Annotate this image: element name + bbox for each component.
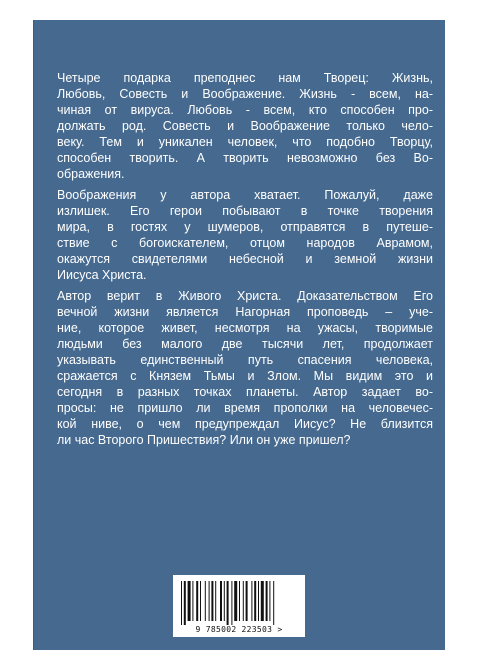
text-line: сражается с Князем Тьмы и Злом. Мы видим это и (57, 369, 433, 383)
text-line: Любовь, Совесть и Воображение. Жизнь - всем, на- (57, 87, 433, 101)
text-line: окажутся свидетелями небесной и земной жизни (57, 252, 433, 266)
text-line: Четыре подарка преподнес нам Творец: Жизнь, (57, 71, 433, 85)
isbn-barcode (173, 575, 305, 637)
text-line: веку. Тем и уникален человек, что подобно Творцу, (57, 135, 433, 149)
text-line: мира, в гостях у шумеров, отправятся в путеше- (57, 220, 433, 234)
text-line: ли час Второго Пришествия? Или он уже пришел? (57, 433, 351, 447)
barcode-digits: 9 785002 223503 > (195, 625, 283, 634)
text-line: Воображения у автора хватает. Пожалуй, даже (57, 188, 433, 202)
blurb-paragraph-2 (57, 187, 433, 283)
text-line: указывать единственный путь спасения человека, (57, 353, 433, 367)
text-line: способен творить. А творить невозможно без Во- (57, 151, 433, 165)
blurb-paragraph-1 (57, 70, 433, 182)
barcode-bars-graphic (177, 581, 301, 625)
text-line: сегодня в разных точках планеты. Автор задает во- (57, 385, 433, 399)
blurb-paragraph-3 (57, 288, 433, 448)
text-line: излишек. Его герои побывают в точке творения (57, 204, 433, 218)
text-line: кой ниве, о чем предупреждал Иисус? Не близится (57, 417, 433, 431)
text-line: просы: не пришло ли время прополки на человечес- (57, 401, 433, 415)
text-line: Иисуса Христа. (57, 268, 147, 282)
text-line: ображения. (57, 167, 125, 181)
text-line: ние, которое живет, несмотря на ужасы, творимые (57, 321, 433, 335)
text-line: должать род. Совесть и Воображение только чело- (57, 119, 433, 133)
text-line: людьми без малого две тысячи лет, продолжает (57, 337, 433, 351)
text-line: вечной жизни является Нагорная проповедь – уче- (57, 305, 433, 319)
text-line: ствие с богоискателем, отцом народов Аврамом, (57, 236, 433, 250)
text-line: Автор верит в Живого Христа. Доказательством Его (57, 289, 433, 303)
text-line: чиная от вируса. Любовь - всем, кто способен про- (57, 103, 433, 117)
